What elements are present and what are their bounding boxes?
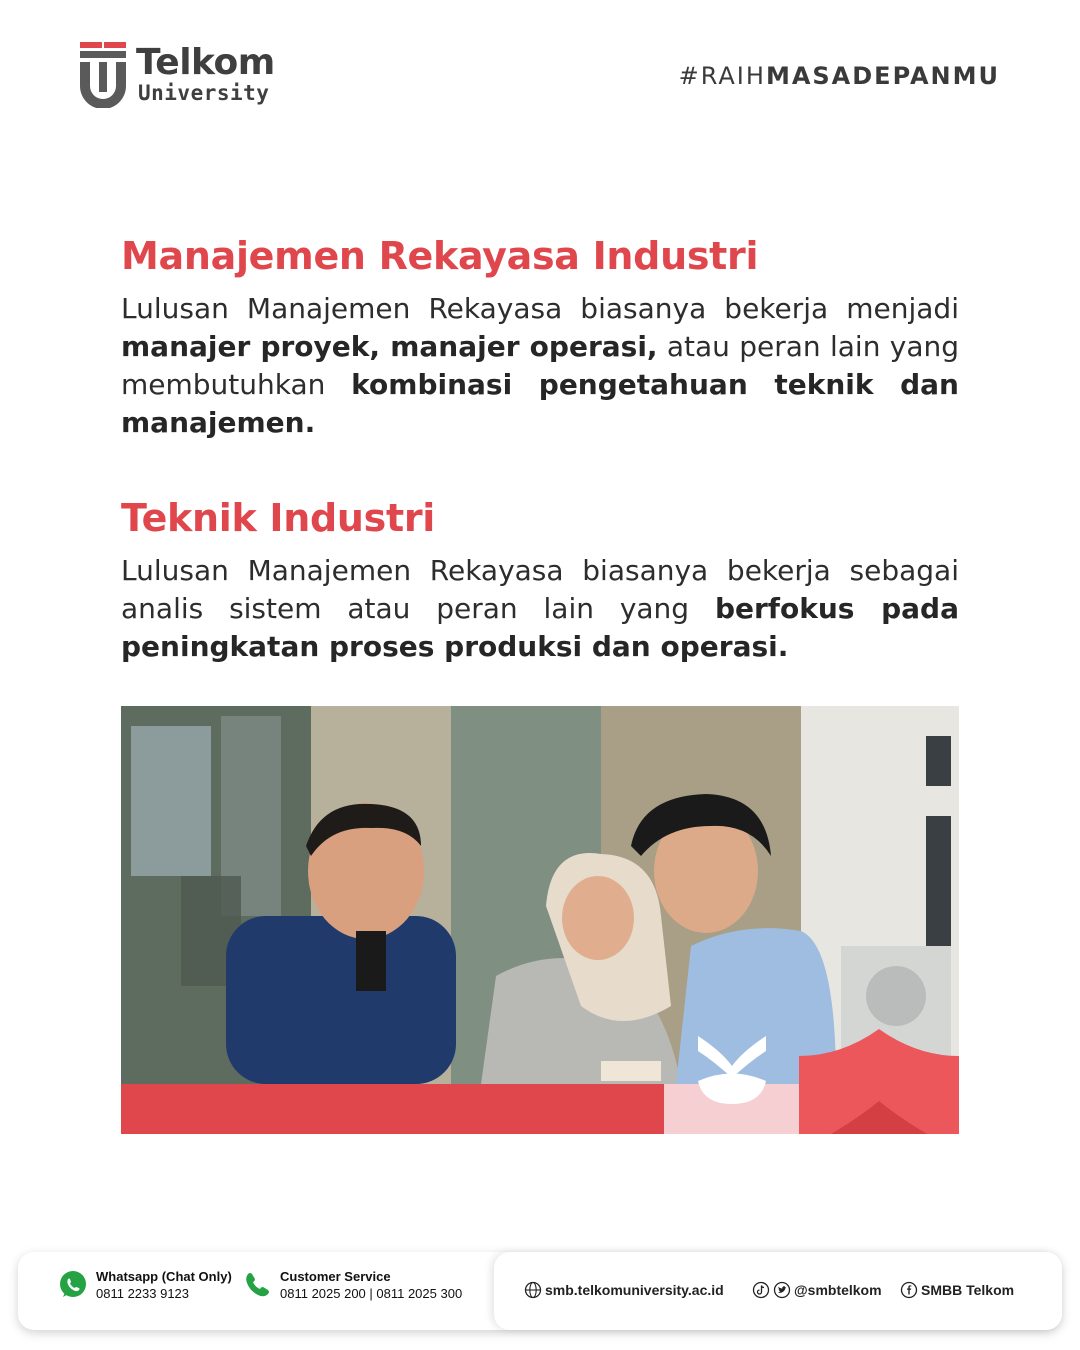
facebook-text: SMBB Telkom xyxy=(921,1282,1015,1298)
whatsapp-icon xyxy=(58,1270,88,1300)
section-teknik-industri xyxy=(121,494,959,666)
paragraph-emphasis: kombinasi pengetahuan teknik dan manajemen. xyxy=(121,368,959,439)
phone-icon xyxy=(242,1270,272,1300)
hashtag-emphasis: MASADEPANMU xyxy=(765,62,1000,90)
paragraph-text: atau peran lain yang membutuhkan xyxy=(121,330,960,401)
section-manajemen-rekayasa xyxy=(121,232,959,442)
twitter-icon xyxy=(773,1281,791,1299)
website-text: smb.telkomuniversity.ac.id xyxy=(545,1282,724,1298)
customer-service-numbers: 0811 2025 200 | 0811 2025 300 xyxy=(280,1286,463,1301)
logo-subtitle: University xyxy=(138,81,270,105)
paragraph-text: Lulusan Manajemen Rekayasa biasanya bekerja menjadi xyxy=(121,292,959,325)
customer-service-contact[interactable] xyxy=(242,1268,462,1303)
campaign-hashtag xyxy=(679,62,1000,90)
tiktok-icon xyxy=(752,1281,770,1299)
section-heading: Manajemen Rekayasa Industri xyxy=(121,234,759,278)
telkom-university-logo xyxy=(80,40,280,110)
telkom-logo-icon xyxy=(80,42,126,108)
paragraph-emphasis: manajer proyek, manajer operasi, xyxy=(121,330,658,363)
social-handle-text: @smbtelkom xyxy=(794,1282,882,1298)
globe-icon xyxy=(524,1281,542,1299)
facebook-link[interactable] xyxy=(900,1281,1014,1299)
contact-footer xyxy=(18,1252,1062,1330)
whatsapp-contact[interactable] xyxy=(58,1268,232,1303)
hashtag-prefix: #RAIH xyxy=(678,62,766,90)
website-link[interactable] xyxy=(524,1281,724,1299)
logo-title: Telkom xyxy=(136,42,275,83)
facebook-icon xyxy=(900,1281,918,1299)
paragraph-emphasis: berfokus pada peningkatan proses produksi dan operasi. xyxy=(121,592,959,663)
section-paragraph xyxy=(121,552,959,666)
whatsapp-label: Whatsapp (Chat Only) xyxy=(96,1269,232,1284)
social-links-panel xyxy=(494,1252,1062,1330)
section-paragraph xyxy=(121,290,959,442)
social-handle-link[interactable] xyxy=(752,1281,882,1299)
students-photo xyxy=(121,706,959,1134)
paragraph-text: Lulusan Manajemen Rekayasa biasanya bekerja sebagai analis sistem atau peran lain yang xyxy=(121,554,959,625)
section-heading: Teknik Industri xyxy=(121,496,435,540)
whatsapp-number: 0811 2233 9123 xyxy=(96,1286,190,1301)
customer-service-label: Customer Service xyxy=(280,1269,391,1284)
